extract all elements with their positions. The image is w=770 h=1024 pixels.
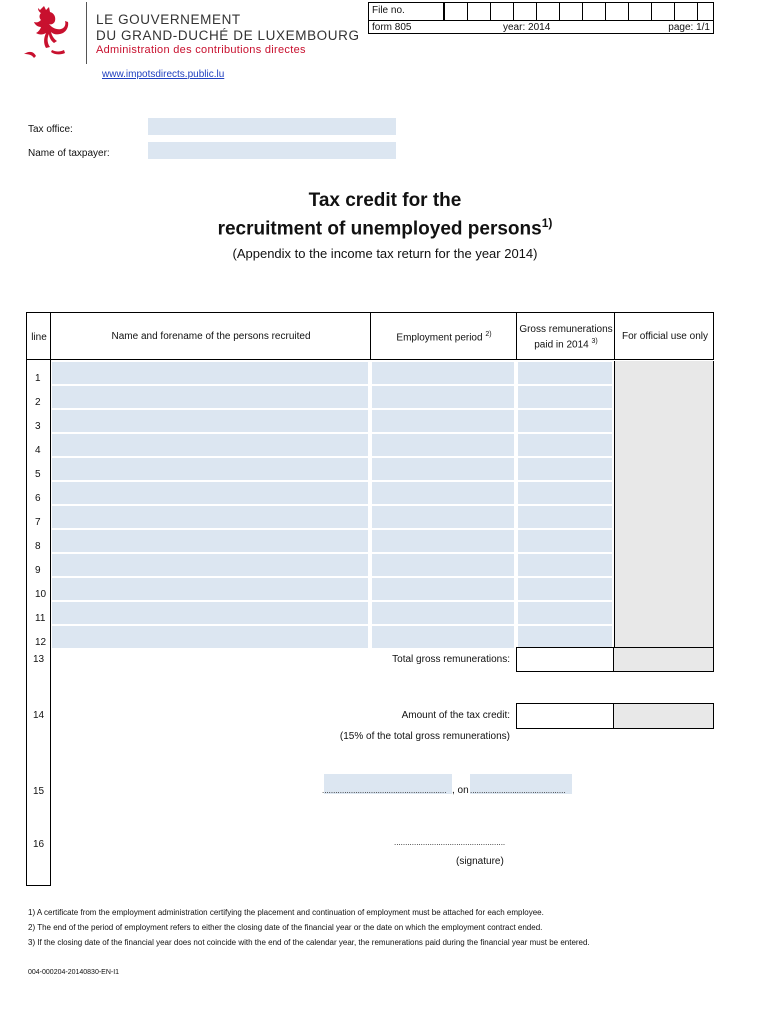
table-row bbox=[26, 361, 714, 385]
page-label: page: 1/1 bbox=[668, 22, 710, 33]
name-cell[interactable] bbox=[52, 458, 368, 480]
line-number: 11 bbox=[35, 613, 46, 624]
table-row bbox=[26, 433, 714, 457]
gross-cell[interactable] bbox=[518, 602, 612, 624]
period-cell[interactable] bbox=[372, 410, 514, 432]
recruitment-table bbox=[26, 312, 714, 886]
period-cell[interactable] bbox=[372, 506, 514, 528]
tax-credit-field[interactable] bbox=[516, 703, 614, 729]
form-code: 004-000204-20140830-EN-I1 bbox=[28, 969, 120, 976]
col-name-header: Name and forename of the persons recruited bbox=[111, 331, 311, 342]
name-cell[interactable] bbox=[52, 482, 368, 504]
total-gross-label: Total gross remunerations: bbox=[392, 654, 510, 665]
taxpayer-name-label: Name of taxpayer: bbox=[28, 148, 110, 159]
table-row bbox=[26, 529, 714, 553]
col-gross-header-line2: paid in 2014 $^{3)}$ bbox=[534, 338, 598, 351]
period-cell[interactable] bbox=[372, 434, 514, 456]
line-number: 3 bbox=[35, 421, 41, 432]
date-dots: ........................................... bbox=[470, 786, 566, 795]
name-cell[interactable] bbox=[52, 626, 368, 648]
footnote-2: 2) The end of the period of employment refers to either the closing date of the financial year or the date on which the employment contract ended. bbox=[28, 923, 543, 932]
period-cell[interactable] bbox=[372, 626, 514, 648]
period-cell[interactable] bbox=[372, 530, 514, 552]
name-cell[interactable] bbox=[52, 362, 368, 384]
period-cell[interactable] bbox=[372, 386, 514, 408]
form-title-line2: recruitment of unemployed persons$^{1)}$ bbox=[217, 216, 553, 240]
name-cell[interactable] bbox=[52, 410, 368, 432]
file-number-cells[interactable] bbox=[444, 3, 720, 20]
table-row bbox=[26, 505, 714, 529]
place-dots: ........................................................ bbox=[322, 786, 447, 795]
table-row bbox=[26, 577, 714, 601]
gross-cell[interactable] bbox=[518, 410, 612, 432]
line-13-number: 13 bbox=[33, 654, 45, 665]
col-gross-header-line1: Gross remunerations bbox=[519, 324, 613, 335]
official-cell bbox=[615, 385, 713, 409]
form-title-line1: Tax credit for the bbox=[308, 190, 462, 211]
gross-cell[interactable] bbox=[518, 386, 612, 408]
line-number: 9 bbox=[35, 565, 41, 576]
tax-credit-label: Amount of the tax credit: bbox=[401, 710, 510, 721]
col-official-header: For official use only bbox=[622, 331, 708, 342]
gross-cell[interactable] bbox=[518, 530, 612, 552]
line-number: 7 bbox=[35, 517, 41, 528]
gross-cell[interactable] bbox=[518, 482, 612, 504]
line-15-number: 15 bbox=[33, 786, 45, 797]
total-official-cell bbox=[614, 647, 714, 672]
period-cell[interactable] bbox=[372, 554, 514, 576]
total-gross-field[interactable] bbox=[516, 647, 614, 672]
line-14-number: 14 bbox=[33, 710, 45, 721]
table-row bbox=[26, 601, 714, 625]
period-cell[interactable] bbox=[372, 602, 514, 624]
table-row bbox=[26, 553, 714, 577]
official-cell bbox=[615, 601, 713, 625]
official-cell bbox=[615, 433, 713, 457]
name-cell[interactable] bbox=[52, 578, 368, 600]
name-cell[interactable] bbox=[52, 602, 368, 624]
file-no-label: File no. bbox=[372, 5, 405, 16]
name-cell[interactable] bbox=[52, 434, 368, 456]
government-name-line1: LE GOUVERNEMENT bbox=[96, 12, 241, 27]
official-cell bbox=[615, 361, 713, 385]
tax-credit-note: (15% of the total gross remunerations) bbox=[339, 731, 510, 742]
official-cell bbox=[615, 625, 713, 649]
government-name-line2: DU GRAND-DUCHÉ DE LUXEMBOURG bbox=[96, 28, 360, 43]
line-number: 1 bbox=[35, 373, 41, 384]
official-cell bbox=[615, 457, 713, 481]
gross-cell[interactable] bbox=[518, 434, 612, 456]
official-cell bbox=[615, 529, 713, 553]
official-cell bbox=[615, 481, 713, 505]
period-cell[interactable] bbox=[372, 482, 514, 504]
official-cell bbox=[615, 577, 713, 601]
table-row bbox=[26, 385, 714, 409]
table-row bbox=[26, 481, 714, 505]
signature-dots[interactable]: .................................................. bbox=[394, 838, 506, 847]
footnote-ref-1: 1) bbox=[541, 216, 553, 230]
line-number: 10 bbox=[35, 589, 47, 600]
lion-coat-of-arms-icon bbox=[22, 4, 72, 62]
line-number: 4 bbox=[35, 445, 41, 456]
footnote-1: 1) A certificate from the employment administration certifying the placement and continuation of employment must be attached for each employee. bbox=[28, 908, 544, 917]
period-cell[interactable] bbox=[372, 578, 514, 600]
year-label: year: 2014 bbox=[503, 22, 551, 33]
line-number: 8 bbox=[35, 541, 41, 552]
tax-office-label: Tax office: bbox=[28, 124, 73, 135]
gross-cell[interactable] bbox=[518, 578, 612, 600]
gross-cell[interactable] bbox=[518, 458, 612, 480]
name-cell[interactable] bbox=[52, 530, 368, 552]
official-cell bbox=[615, 409, 713, 433]
name-cell[interactable] bbox=[52, 386, 368, 408]
gross-cell[interactable] bbox=[518, 362, 612, 384]
line-number: 2 bbox=[35, 397, 41, 408]
header-divider bbox=[86, 2, 87, 64]
col-period-header: Employment period $^{2)}$ bbox=[396, 331, 492, 344]
gross-cell[interactable] bbox=[518, 554, 612, 576]
line-16-number: 16 bbox=[33, 839, 45, 850]
file-info-box bbox=[368, 2, 714, 34]
line-number: 6 bbox=[35, 493, 41, 504]
line-number: 5 bbox=[35, 469, 41, 480]
line-number: 12 bbox=[35, 637, 47, 648]
gross-cell[interactable] bbox=[518, 626, 612, 648]
credit-official-cell bbox=[614, 703, 714, 729]
period-cell[interactable] bbox=[372, 362, 514, 384]
footnote-3: 3) If the closing date of the financial year does not coincide with the end of the calendar year, the remunerations paid during the financial year must be entered. bbox=[28, 938, 590, 947]
administration-name: Administration des contributions directes bbox=[96, 44, 306, 56]
name-cell[interactable] bbox=[52, 554, 368, 576]
signature-label: (signature) bbox=[456, 856, 504, 867]
official-cell bbox=[615, 505, 713, 529]
form-label: form 805 bbox=[372, 22, 412, 33]
period-cell[interactable] bbox=[372, 458, 514, 480]
website-link[interactable]: www.impotsdirects.public.lu bbox=[102, 69, 225, 80]
tax-office-field[interactable] bbox=[148, 118, 396, 135]
gross-cell[interactable] bbox=[518, 506, 612, 528]
col-line-header: line bbox=[31, 332, 47, 343]
table-row bbox=[26, 409, 714, 433]
table-row bbox=[26, 625, 714, 649]
table-row bbox=[26, 457, 714, 481]
form-subtitle: (Appendix to the income tax return for the year 2014) bbox=[232, 246, 538, 261]
name-cell[interactable] bbox=[52, 506, 368, 528]
taxpayer-name-field[interactable] bbox=[148, 142, 396, 159]
official-cell bbox=[615, 553, 713, 577]
on-label: , on bbox=[452, 785, 469, 796]
